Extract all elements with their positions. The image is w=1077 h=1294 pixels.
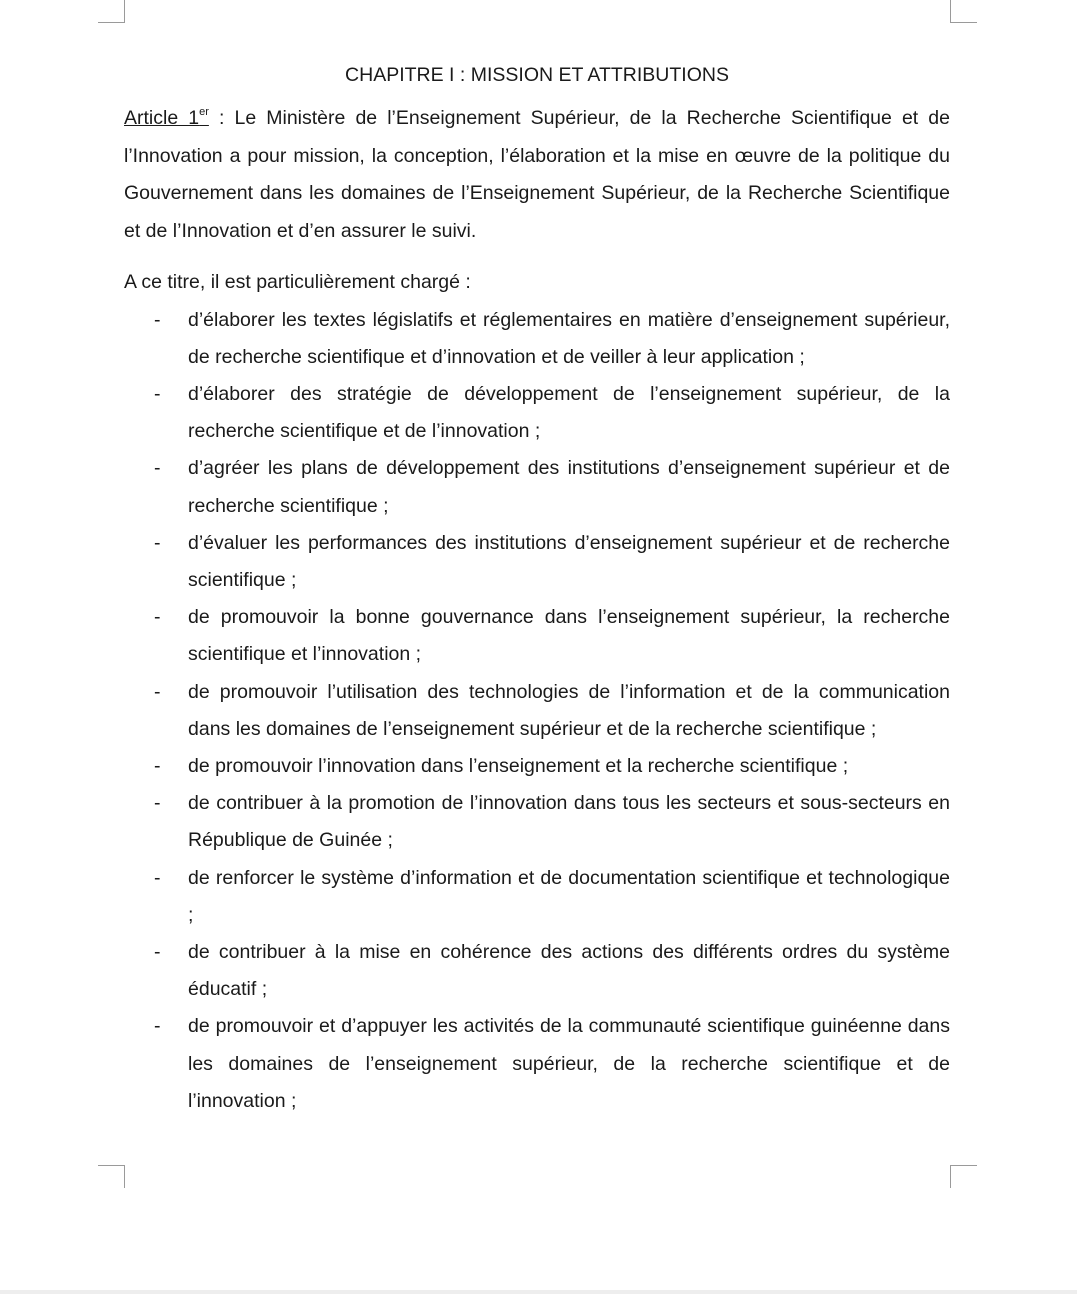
list-item [124, 302, 950, 376]
crop-mark-bottom-right [950, 1165, 977, 1188]
list-item [124, 785, 950, 859]
article-separator: : [208, 107, 225, 129]
list-item-text: d’élaborer des stratégie de développement de l’enseignement supérieur, de la recherche scientifique et de l’innovation ; [188, 382, 950, 443]
list-item-text: de contribuer à la mise en cohérence des actions des différents ordres du système éducatif ; [188, 940, 950, 1001]
document-body [124, 60, 950, 1120]
bullet-dash: - [154, 531, 161, 554]
bullet-dash: - [154, 792, 161, 815]
chapter-title: CHAPITRE I : MISSION ET ATTRIBUTIONS [345, 64, 729, 86]
list-item [124, 1008, 950, 1120]
list-item [124, 525, 950, 599]
bullet-dash: - [154, 308, 161, 331]
article-1-paragraph [124, 100, 950, 250]
list-item-text: d’agréer les plans de développement des institutions d’enseignement supérieur et de recherche scientifique ; [188, 457, 950, 517]
article-label [124, 107, 209, 129]
crop-mark-bottom-left [98, 1165, 125, 1188]
list-item-text: de promouvoir l’innovation dans l’enseignement et la recherche scientifique ; [188, 754, 849, 777]
list-item [124, 748, 950, 785]
bullet-dash: - [154, 1015, 161, 1038]
duties-intro: A ce titre, il est particulièrement chargé : [124, 271, 471, 293]
list-item-text: de promouvoir l’utilisation des technologies de l’information et de la communication dans les domaines de l’enseignement supérieur et de la recherche scientifique ; [188, 680, 950, 740]
list-item [124, 450, 950, 524]
list-item [124, 599, 950, 673]
list-item [124, 376, 950, 450]
article-text: Le Ministère de l’Enseignement Supérieur, de la Recherche Scientifique et de l’Innovation a pour mission, la conception, l’élaboration et la mise en œuvre de la politique du Gouvernement dans les domaines de l’Enseignement Supérieur, de la Recherche Scientifique et de l’Innovation et d’en assurer le suivi. [124, 107, 950, 242]
list-item [124, 934, 950, 1008]
bullet-dash: - [154, 606, 161, 629]
article-label-superscript: er [199, 106, 209, 118]
list-item [124, 860, 950, 934]
crop-mark-top-left [98, 0, 125, 23]
page-bottom-edge [0, 1290, 1077, 1294]
article-label-text: Article 1 [124, 107, 200, 129]
list-item-text: d’évaluer les performances des institutions d’enseignement supérieur et de recherche scientifique ; [188, 531, 950, 591]
bullet-dash: - [154, 866, 161, 889]
bullet-dash: - [154, 680, 161, 703]
crop-mark-top-right [950, 0, 977, 23]
list-item-text: de contribuer à la promotion de l’innovation dans tous les secteurs et sous-secteurs en République de Guinée ; [188, 792, 950, 852]
bullet-dash: - [154, 940, 161, 963]
duties-list [124, 302, 950, 1120]
bullet-dash: - [154, 457, 161, 480]
list-item-text: de renforcer le système d’information et de documentation scientifique et technologique ; [188, 866, 950, 926]
bullet-dash: - [154, 754, 161, 777]
list-item-text: d’élaborer les textes législatifs et réglementaires en matière d’enseignement supérieur, de recherche scientifique et d’innovation et de veiller à leur application ; [188, 308, 950, 368]
list-item-text: de promouvoir et d’appuyer les activités de la communauté scientifique guinéenne dans les domaines de l’enseignement supérieur, de la recherche scientifique et de l’innovation ; [188, 1015, 950, 1112]
bullet-dash: - [154, 382, 161, 405]
list-item [124, 674, 950, 748]
list-item-text: de promouvoir la bonne gouvernance dans l’enseignement supérieur, la recherche scientifique et l’innovation ; [188, 606, 950, 666]
